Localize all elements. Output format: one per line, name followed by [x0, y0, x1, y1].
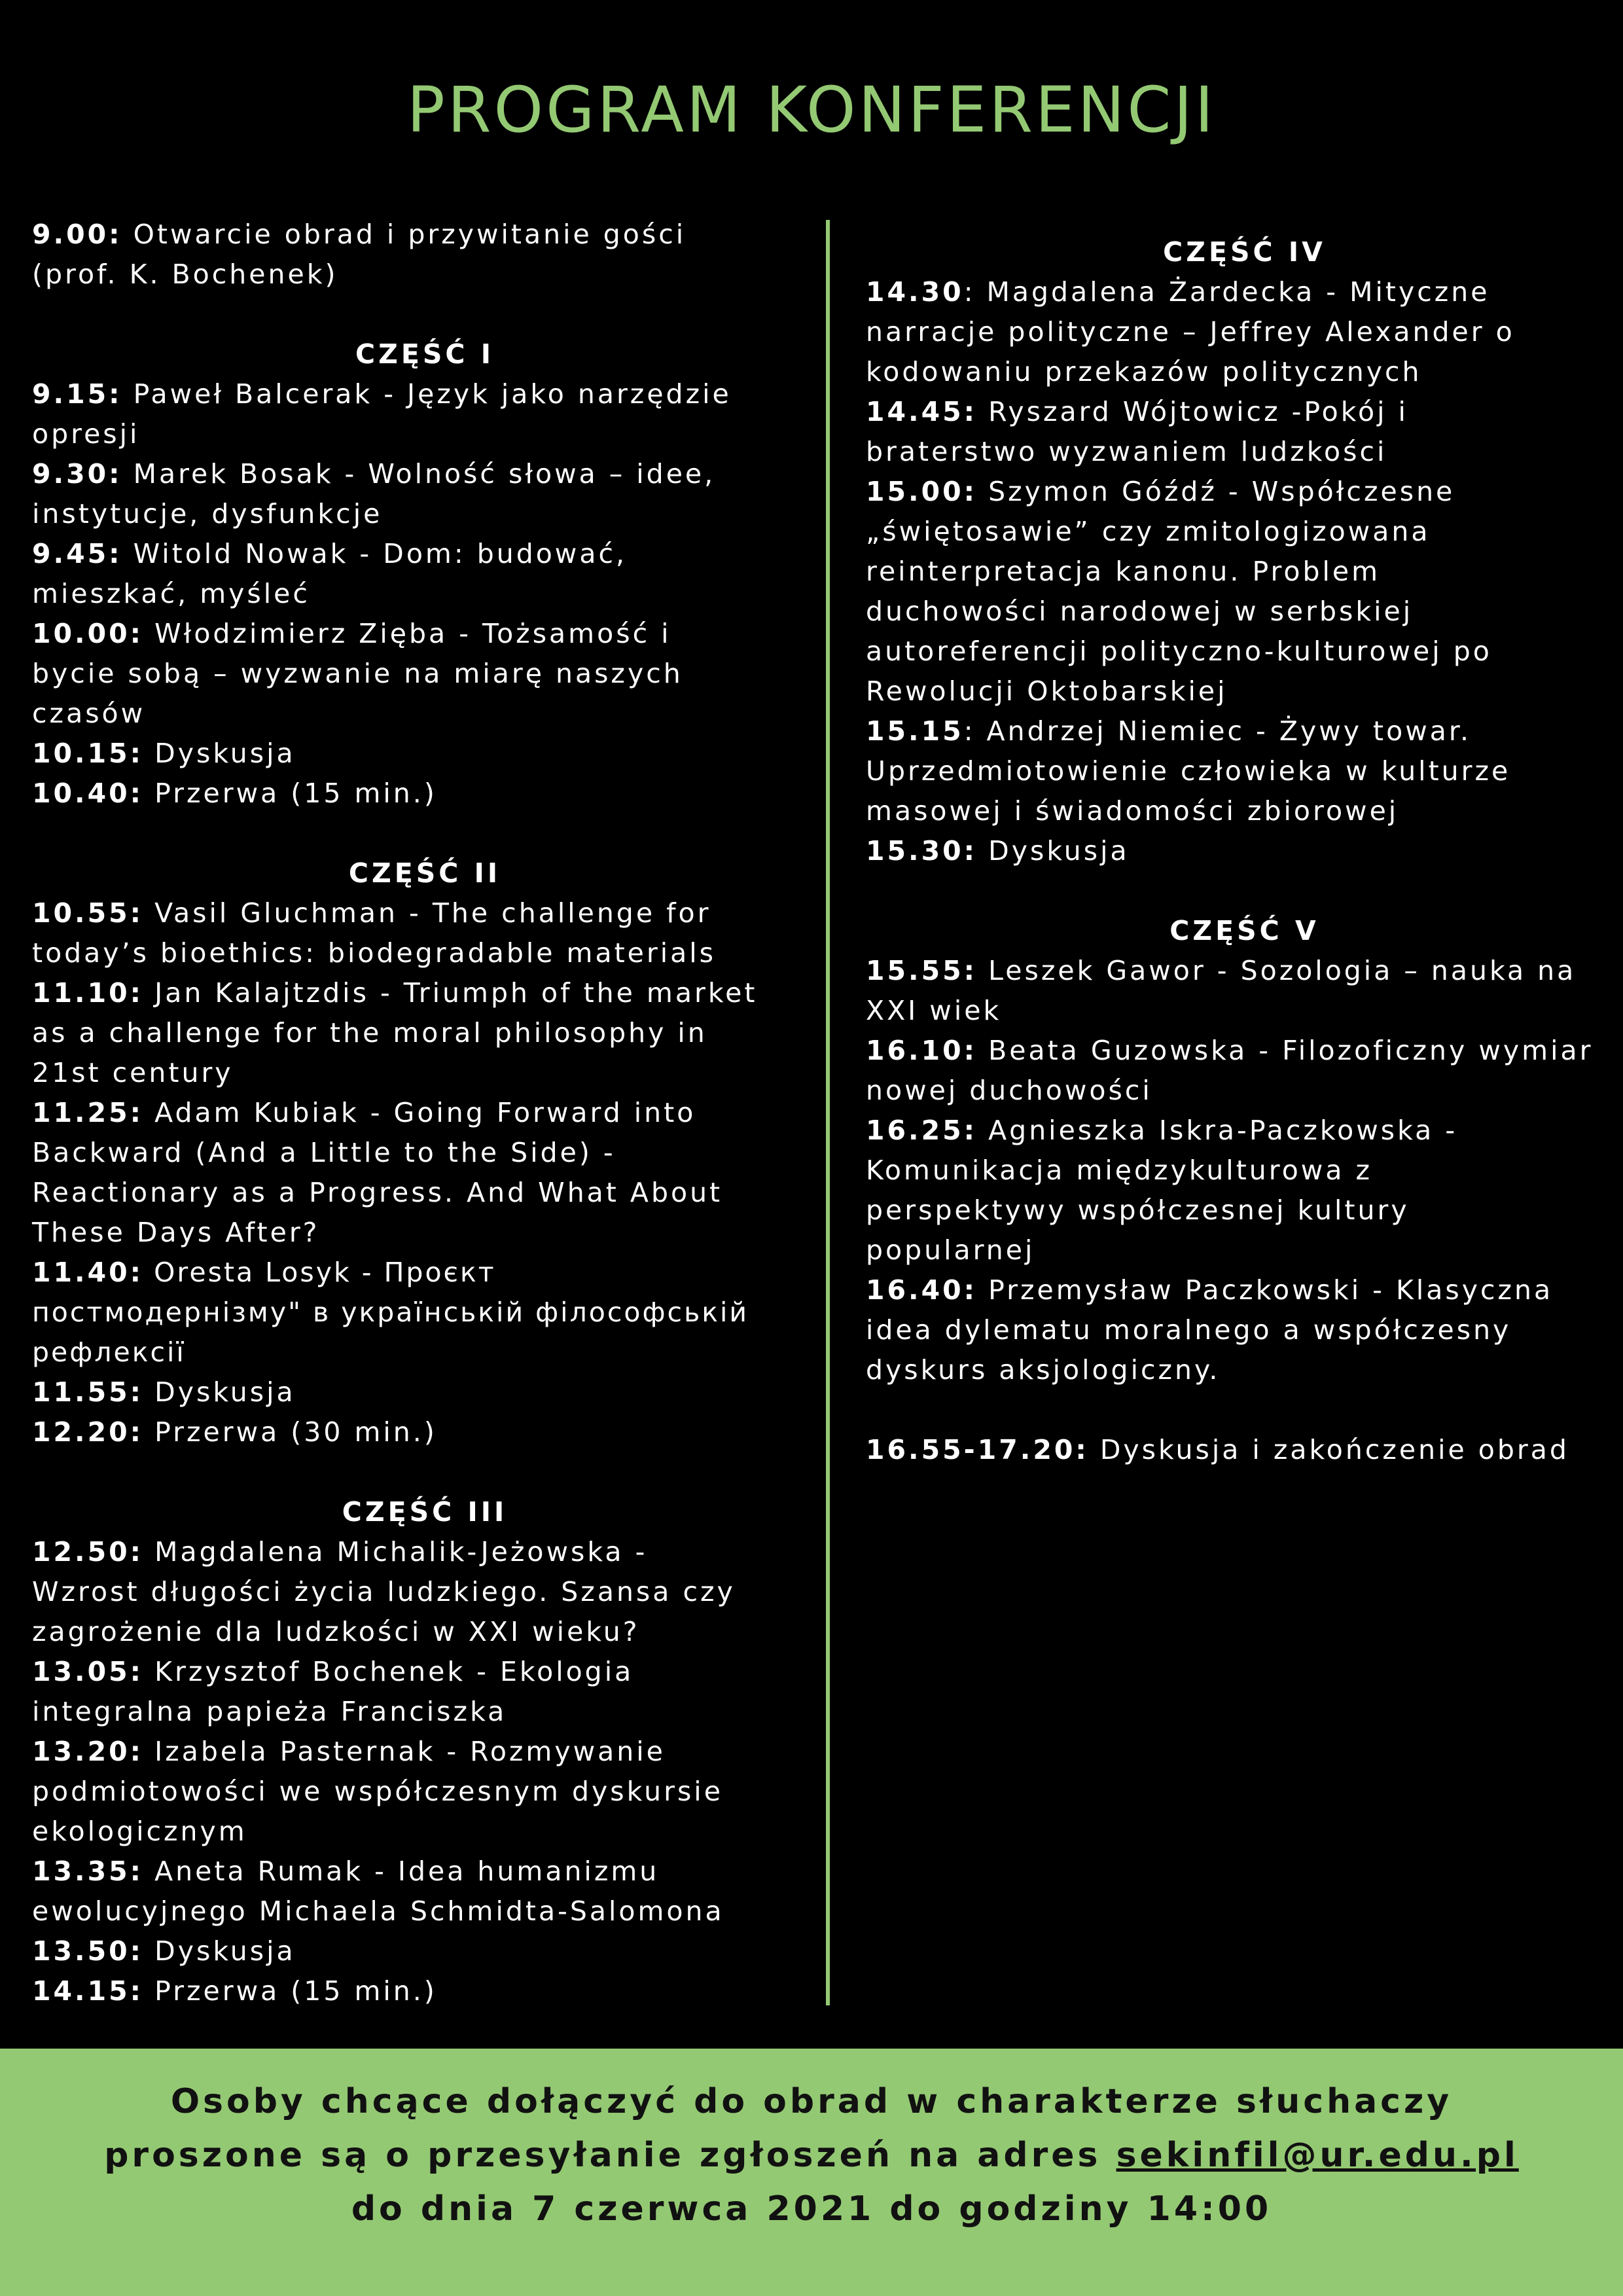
entry-text: ekologicznym	[32, 1816, 247, 1847]
entry-text: Komunikacja międzykulturowa z	[866, 1155, 1373, 1186]
entry-text: Witold Nowak - Dom: budować,	[122, 538, 628, 569]
entry-text: Włodzimierz Zięba - Tożsamość i	[143, 618, 671, 649]
program-entry-closing	[866, 1430, 1623, 1470]
program-entry	[32, 1412, 817, 1452]
entry-time: 13.20:	[32, 1736, 144, 1767]
entry-text: Krzysztof Bochenek - Ekologia	[143, 1656, 634, 1687]
program-left-column	[32, 215, 817, 2011]
entry-text: Leszek Gawor - Sozologia – nauka na	[977, 955, 1577, 986]
program-entry-cont	[866, 991, 1623, 1031]
program-entry-cont	[32, 1013, 817, 1053]
entry-text: Rewolucji Oktobarskiej	[866, 675, 1228, 707]
entry-time: 16.10:	[866, 1035, 978, 1066]
footer-line: Osoby chcące dołączyć do obrad w charakterze słuchaczy	[170, 2082, 1453, 2121]
program-entry	[32, 614, 817, 654]
section-heading: CZĘŚĆ IV	[1163, 236, 1326, 268]
entry-text: Magdalena Michalik-Jeżowska -	[143, 1536, 648, 1568]
program-entry-cont	[866, 592, 1623, 632]
entry-time: 13.50:	[32, 1935, 144, 1967]
program-entry-cont	[32, 1173, 817, 1213]
entry-text: perspektywy współczesnej kultury	[866, 1194, 1410, 1226]
entry-time: 12.20:	[32, 1416, 144, 1448]
entry-text: Uprzedmiotowienie człowieka w kulturze	[866, 755, 1511, 787]
entry-text: Przemysław Paczkowski - Klasyczna	[977, 1274, 1554, 1306]
program-entry-cont	[32, 414, 817, 454]
program-entry-cont	[32, 494, 817, 534]
program-entry	[866, 1111, 1623, 1151]
entry-time: 14.15:	[32, 1975, 144, 2007]
entry-text: opresji	[32, 418, 140, 450]
entry-text: popularnej	[866, 1234, 1035, 1266]
entry-text: Adam Kubiak - Going Forward into	[143, 1097, 696, 1128]
entry-text: рефлексії	[32, 1336, 186, 1368]
program-entry-cont	[866, 552, 1623, 592]
program-entry-cont	[32, 255, 817, 295]
program-entry-cont	[32, 1612, 817, 1652]
program-entry	[32, 374, 817, 414]
entry-text: Agnieszka Iskra-Paczkowska -	[977, 1115, 1458, 1146]
program-entry-cont	[866, 1191, 1623, 1230]
program-entry-cont	[32, 933, 817, 973]
program-entry-cont	[866, 1310, 1623, 1350]
program-entry-cont	[32, 1892, 817, 1931]
entry-text: Izabela Pasternak - Rozmywanie	[143, 1736, 666, 1767]
entry-time: 15.00:	[866, 476, 978, 507]
program-entry	[32, 1532, 817, 1572]
entry-text: autoreferencji polityczno-kulturowej po	[866, 636, 1492, 667]
entry-text: : Andrzej Niemiec - Żywy towar.	[963, 715, 1471, 747]
entry-text: Wzrost długości życia ludzkiego. Szansa czy	[32, 1576, 736, 1607]
entry-time: 10.40:	[32, 778, 144, 809]
entry-time: 10.55:	[32, 897, 144, 929]
program-entry	[32, 973, 817, 1013]
program-entry	[32, 1093, 817, 1133]
program-entry	[866, 1031, 1623, 1071]
entry-text: Marek Bosak - Wolność słowa – idee,	[122, 458, 716, 490]
entry-text: kodowaniu przekazów politycznych	[866, 356, 1422, 387]
program-entry	[32, 893, 817, 933]
entry-text: Aneta Rumak - Idea humanizmu	[143, 1856, 660, 1887]
entry-text: podmiotowości we współczesnym dyskursie	[32, 1776, 723, 1807]
entry-text: Oresta Losyk - Проєкт	[143, 1257, 496, 1288]
program-entry-cont	[866, 1350, 1623, 1390]
program-entry	[866, 831, 1623, 871]
entry-text: These Days After?	[32, 1217, 320, 1248]
program-entry-cont	[866, 751, 1623, 791]
entry-text: dyskurs aksjologiczny.	[866, 1354, 1221, 1386]
entry-text: instytucje, dysfunkcje	[32, 498, 383, 529]
entry-time: 11.55:	[32, 1376, 144, 1408]
program-entry-cont	[866, 672, 1623, 711]
entry-text: czasów	[32, 698, 146, 729]
entry-text: Dyskusja	[143, 1935, 296, 1967]
entry-time: 11.25:	[32, 1097, 144, 1128]
entry-text: 21st century	[32, 1057, 234, 1088]
entry-time: 15.55:	[866, 955, 978, 986]
footer-line: do dnia 7 czerwca 2021 do godziny 14:00	[351, 2189, 1272, 2229]
entry-text: integralna papieża Franciszka	[32, 1696, 507, 1727]
program-entry-cont	[866, 1230, 1623, 1270]
program-entry	[32, 534, 817, 574]
program-entry	[866, 472, 1623, 512]
program-entry-cont	[32, 1812, 817, 1852]
program-entry-cont	[866, 432, 1623, 472]
entry-time: 15.15	[866, 715, 964, 747]
entry-time: 11.10:	[32, 977, 144, 1009]
program-right-column	[866, 232, 1623, 1470]
entry-text: zagrożenie dla ludzkości w XXI wieku?	[32, 1616, 640, 1647]
program-entry	[32, 734, 817, 774]
entry-text: : Magdalena Żardecka - Mityczne	[963, 276, 1490, 308]
entry-time: 13.35:	[32, 1856, 144, 1887]
program-entry-cont	[866, 312, 1623, 352]
registration-footer	[0, 2049, 1623, 2296]
email-link[interactable]: sekinfil@ur.edu.pl	[1116, 2136, 1519, 2175]
section-heading: CZĘŚĆ III	[342, 1496, 508, 1528]
program-entry-cont	[32, 1772, 817, 1812]
program-entry-cont	[32, 1333, 817, 1372]
program-entry-cont	[866, 632, 1623, 672]
program-entry	[866, 272, 1623, 312]
entry-time: 11.40:	[32, 1257, 144, 1288]
entry-time: 13.05:	[32, 1656, 144, 1687]
program-entry	[32, 1652, 817, 1692]
entry-time: 10.00:	[32, 618, 144, 649]
entry-text: XXI wiek	[866, 995, 1002, 1026]
entry-text: Dyskusja i zakończenie obrad	[1088, 1434, 1569, 1465]
entry-text: „świętosawie” czy zmitologizowana	[866, 516, 1431, 547]
program-entry-cont	[32, 654, 817, 694]
program-entry	[866, 711, 1623, 751]
entry-text: as a challenge for the moral philosophy in	[32, 1017, 707, 1049]
program-entry	[32, 454, 817, 494]
entry-text: Paweł Balcerak - Język jako narzędzie	[122, 378, 732, 410]
entry-time: 15.30:	[866, 835, 978, 867]
entry-text: Przerwa (30 min.)	[143, 1416, 437, 1448]
program-entry	[32, 1372, 817, 1412]
entry-time: 9.00:	[32, 219, 122, 250]
program-entry-cont	[32, 1572, 817, 1612]
program-entry-cont	[866, 1071, 1623, 1111]
entry-text: nowej duchowości	[866, 1075, 1152, 1106]
entry-text: Dyskusja	[977, 835, 1130, 867]
entry-text: reinterpretacja kanonu. Problem	[866, 556, 1381, 587]
entry-time: 16.55-17.20:	[866, 1434, 1089, 1465]
entry-text: Przerwa (15 min.)	[143, 778, 437, 809]
entry-text: mieszkać, myśleć	[32, 578, 310, 609]
entry-text: Beata Guzowska - Filozoficzny wymiar	[977, 1035, 1594, 1066]
entry-text: idea dylematu moralnego a współczesny	[866, 1314, 1512, 1346]
entry-text: Dyskusja	[143, 1376, 296, 1408]
program-entry	[866, 951, 1623, 991]
program-entry	[32, 1732, 817, 1772]
section-heading: CZĘŚĆ V	[1169, 915, 1319, 946]
page-title: PROGRAM KONFERENCJI	[406, 73, 1217, 147]
program-entry	[866, 392, 1623, 432]
program-entry-cont	[32, 694, 817, 734]
program-entry-cont	[32, 574, 817, 614]
footer-line	[0, 2128, 1623, 2182]
entry-text: Jan Kalajtzdis - Triumph of the market	[143, 977, 758, 1009]
entry-time: 9.15:	[32, 378, 122, 410]
entry-time: 14.30	[866, 276, 964, 308]
entry-text: Reactionary as a Progress. And What About	[32, 1177, 723, 1208]
entry-time: 16.25:	[866, 1115, 978, 1146]
entry-time: 10.15:	[32, 738, 144, 769]
program-entry	[32, 1931, 817, 1971]
entry-time: 12.50:	[32, 1536, 144, 1568]
entry-time: 9.30:	[32, 458, 122, 490]
entry-text: duchowości narodowej w serbskiej	[866, 596, 1414, 627]
entry-text: braterstwo wyzwaniem ludzkości	[866, 436, 1387, 467]
program-entry	[32, 1971, 817, 2011]
program-entry-cont	[32, 1692, 817, 1732]
entry-time: 9.45:	[32, 538, 122, 569]
entry-text: (prof. K. Bochenek)	[32, 259, 338, 290]
program-entry	[32, 774, 817, 814]
program-entry-cont	[32, 1133, 817, 1173]
entry-text: Dyskusja	[143, 738, 296, 769]
program-entry	[32, 215, 817, 255]
section-heading: CZĘŚĆ I	[355, 338, 494, 370]
program-entry-cont	[866, 352, 1623, 392]
entry-text: Przerwa (15 min.)	[143, 1975, 437, 2007]
entry-text: Ryszard Wójtowicz -Pokój i	[977, 396, 1408, 427]
program-entry	[32, 1852, 817, 1892]
section-heading: CZĘŚĆ II	[348, 857, 501, 889]
program-entry-cont	[32, 1053, 817, 1093]
entry-text: masowej i świadomości zbiorowej	[866, 795, 1399, 827]
program-entry	[866, 1270, 1623, 1310]
program-entry-cont	[866, 512, 1623, 552]
entry-text: Backward (And a Little to the Side) -	[32, 1137, 616, 1168]
entry-time: 16.40:	[866, 1274, 978, 1306]
program-entry	[32, 1253, 817, 1293]
entry-time: 14.45:	[866, 396, 978, 427]
program-entry-cont	[32, 1293, 817, 1333]
program-entry-cont	[866, 791, 1623, 831]
entry-text: today’s bioethics: biodegradable materials	[32, 937, 716, 969]
program-entry-cont	[866, 1151, 1623, 1191]
entry-text: bycie sobą – wyzwanie na miarę naszych	[32, 658, 683, 689]
entry-text: ewolucyjnego Michaela Schmidta-Salomona	[32, 1895, 724, 1927]
program-entry-cont	[32, 1213, 817, 1253]
entry-text: Otwarcie obrad i przywitanie gości	[122, 219, 687, 250]
footer-line-text: proszone są o przesyłanie zgłoszeń na adres	[104, 2136, 1116, 2175]
entry-text: Szymon Góźdź - Współczesne	[977, 476, 1455, 507]
entry-text: постмодернізму" в українській філософській	[32, 1297, 749, 1328]
column-divider	[826, 220, 830, 2005]
entry-text: Vasil Gluchman - The challenge for	[143, 897, 711, 929]
entry-text: narracje polityczne – Jeffrey Alexander o	[866, 316, 1515, 348]
